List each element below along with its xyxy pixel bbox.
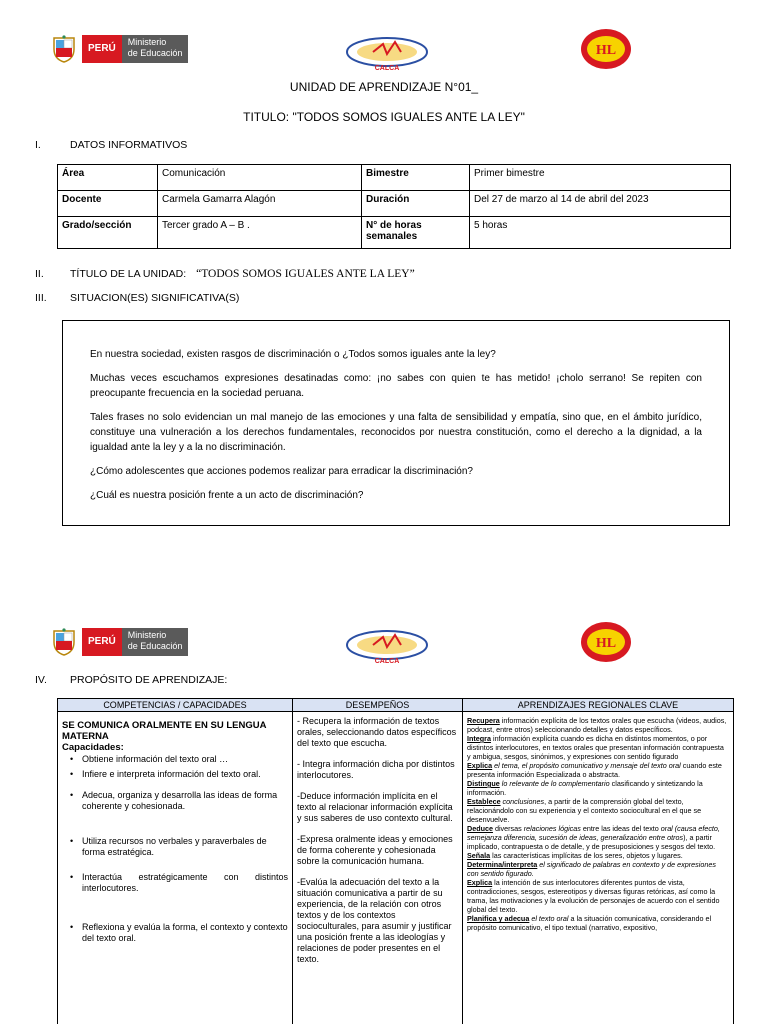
aprendizaje-italic: lo relevante de lo complementario bbox=[499, 779, 610, 788]
aprendizaje-italic: el texto oral bbox=[529, 914, 569, 923]
capacidad-text: Reflexiona y evalúa la forma, el contexto y contexto del texto oral. bbox=[82, 922, 288, 943]
aprendizaje-item bbox=[467, 779, 729, 797]
bimestre-label: Bimestre bbox=[362, 165, 470, 191]
section-number: III. bbox=[35, 292, 47, 304]
desempeno-text: -Expresa oralmente ideas y emociones de forma coherente y cohesionada sobre la comunicación humana. bbox=[297, 834, 453, 866]
aprendizaje-text: información explícita de los textos orales que escucha (videos, audios, podcast, entre otros) seleccionando detalles y datos específicos. bbox=[467, 716, 727, 734]
hl-school-logo bbox=[580, 619, 632, 665]
aprendizaje-text: las características implícitas de los seres, objetos y lugares. bbox=[490, 851, 683, 860]
peru-shield-icon bbox=[50, 628, 78, 656]
aprendizaje-text: cuando este presenta información Especializada o abstracta. bbox=[467, 761, 722, 779]
section-number: I. bbox=[35, 139, 41, 151]
ministerio-line2: de Educación bbox=[127, 48, 183, 58]
aprendizaje-text: clasificando y sintetizando la información. bbox=[467, 779, 703, 797]
peru-shield-icon bbox=[50, 35, 78, 63]
aprendizaje-keyword: Deduce bbox=[467, 824, 493, 833]
situacion-paragraph: En nuestra sociedad, existen rasgos de discriminación o ¿Todos somos iguales ante la ley? bbox=[90, 349, 496, 360]
bullet-icon: • bbox=[70, 836, 74, 846]
ministerio-line1: Ministerio bbox=[127, 37, 167, 47]
ministerio-line1: Ministerio bbox=[127, 630, 167, 640]
aprendizaje-item bbox=[467, 716, 729, 734]
section-ii bbox=[35, 268, 415, 280]
aprendizaje-keyword: Explica bbox=[467, 761, 493, 770]
list-item bbox=[62, 872, 288, 894]
aprendizaje-item bbox=[467, 797, 729, 824]
aprendizaje-item bbox=[467, 761, 729, 779]
aprendizaje-item bbox=[467, 824, 729, 851]
list-item bbox=[62, 790, 288, 812]
minedu-logo bbox=[50, 627, 188, 657]
proposito-table bbox=[57, 698, 734, 1024]
capacidad-text: Adecua, organiza y desarrolla las ideas de forma coherente y cohesionada. bbox=[82, 790, 278, 811]
aprendizaje-italic: el tema, el propósito comunicativo y mensaje del texto oral bbox=[492, 761, 681, 770]
ugel-text: CALCA bbox=[374, 658, 400, 665]
aprendizaje-item bbox=[467, 914, 729, 932]
capacidad-text: Utiliza recursos no verbales y paraverbales de forma estratégica. bbox=[82, 836, 267, 857]
desempeno-text: -Deduce información implícita en el texto al relacionar información explícita y sus saberes de uso contexto cultural. bbox=[297, 791, 453, 823]
grado-value: Tercer grado A – B . bbox=[158, 217, 362, 249]
list-item bbox=[62, 836, 288, 858]
aprendizaje-italic: conclusiones bbox=[500, 797, 545, 806]
section-number: IV. bbox=[35, 674, 47, 686]
list-item bbox=[62, 922, 288, 944]
situacion-paragraph: ¿Cuál es nuestra posición frente a un acto de discriminación? bbox=[90, 490, 364, 501]
hl-school-logo bbox=[580, 26, 632, 72]
area-label: Área bbox=[58, 165, 158, 191]
competencia-title: SE COMUNICA ORALMENTE EN SU LENGUA MATERNA bbox=[62, 720, 267, 742]
section-label: PROPÓSITO DE APRENDIZAJE: bbox=[70, 674, 228, 686]
aprendizaje-keyword: Establece bbox=[467, 797, 501, 806]
aprendizaje-item bbox=[467, 851, 729, 860]
aprendizaje-text: diversas bbox=[492, 824, 524, 833]
desempeno-text: - Recupera la información de textos orales, seleccionando datos específicos del texto que escucha. bbox=[297, 716, 457, 748]
aprendizaje-text: la intención de sus interlocutores diferentes puntos de vista, contradicciones, sesgos, estereotipos y diversas figuras retóricas, así como la trama, las motivaciones y la evolución de personajes de acuerdo con el sentido global del texto. bbox=[467, 878, 720, 914]
ugel-calca-logo bbox=[343, 34, 431, 74]
section-label: DATOS INFORMATIVOS bbox=[70, 139, 188, 151]
situacion-paragraph: ¿Cómo adolescentes que acciones podemos realizar para erradicar la discriminación? bbox=[90, 466, 473, 477]
unidad-subtitle: TITULO: "TODOS SOMOS IGUALES ANTE LA LEY" bbox=[243, 110, 525, 124]
section-label: TÍTULO DE LA UNIDAD: bbox=[70, 268, 187, 280]
situacion-significativa-box bbox=[62, 320, 730, 526]
ugel-calca-logo bbox=[343, 627, 431, 667]
ministerio-line2: de Educación bbox=[127, 641, 183, 651]
desempenos-cell bbox=[293, 712, 463, 1024]
docente-label: Docente bbox=[58, 191, 158, 217]
aprendizaje-text: información explícita cuando es dicha en distintos momentos, o por distintos interlocutores, en textos orales que presentan información contrapuesta y ambigua, sesgos, sinónimos, y expresiones con sentido figurado bbox=[467, 734, 724, 761]
peru-label: PERÚ bbox=[82, 35, 122, 63]
unidad-title: UNIDAD DE APRENDIZAJE N°01_ bbox=[289, 80, 479, 94]
aprendizaje-italic: relaciones lógicas bbox=[523, 824, 581, 833]
bullet-icon: • bbox=[70, 754, 74, 764]
capacidad-text: Infiere e interpreta información del texto oral. bbox=[82, 769, 261, 779]
docente-value: Carmela Gamarra Alagón bbox=[158, 191, 362, 217]
aprendizaje-keyword: Señala bbox=[467, 851, 491, 860]
aprendizaje-item bbox=[467, 860, 729, 878]
aprendizaje-keyword: Recupera bbox=[467, 716, 500, 725]
ministerio-label bbox=[122, 628, 189, 656]
section-i bbox=[35, 139, 187, 151]
column-header: APRENDIZAJES REGIONALES CLAVE bbox=[463, 699, 734, 712]
bullet-icon: • bbox=[70, 922, 74, 932]
aprendizaje-item bbox=[467, 734, 729, 761]
bullet-icon: • bbox=[70, 790, 74, 800]
section-number: II. bbox=[35, 268, 44, 280]
area-value: Comunicación bbox=[158, 165, 362, 191]
column-header: COMPETENCIAS / CAPACIDADES bbox=[58, 699, 293, 712]
section-label: SITUACION(ES) SIGNIFICATIVA(S) bbox=[70, 292, 240, 304]
list-item bbox=[62, 754, 288, 765]
aprendizaje-keyword: Explica bbox=[467, 878, 493, 887]
aprendizaje-text: a la situación comunicativa, considerando el propósito comunicativo, el tipo textual (narrativo, expositivo, bbox=[467, 914, 712, 932]
aprendizajes-cell bbox=[463, 712, 734, 1024]
aprendizaje-italic: el significado de palabras en contexto y de expresiones con sentido figurado. bbox=[467, 860, 716, 878]
aprendizaje-keyword: Planifica y adecua bbox=[467, 914, 530, 923]
ugel-text: CALCA bbox=[374, 65, 400, 72]
unidad-title-value: “TODOS SOMOS IGUALES ANTE LA LEY” bbox=[196, 268, 415, 280]
column-header: DESEMPEÑOS bbox=[293, 699, 463, 712]
bullet-icon: • bbox=[70, 769, 74, 779]
section-iii bbox=[35, 292, 239, 304]
section-iv bbox=[35, 674, 227, 686]
horas-value: 5 horas bbox=[470, 217, 731, 249]
horas-label: N° de horas semanales bbox=[362, 217, 470, 249]
aprendizaje-keyword: Distingue bbox=[467, 779, 500, 788]
hl-text: HL bbox=[595, 43, 617, 58]
desempeno-text: - Integra información dicha por distintos interlocutores. bbox=[297, 759, 455, 780]
duracion-value: Del 27 de marzo al 14 de abril del 2023 bbox=[470, 191, 731, 217]
aprendizaje-keyword: Determina/interpreta bbox=[467, 860, 538, 869]
situacion-paragraph: Tales frases no solo evidencian un mal manejo de las emociones y una falta de sensibilidad y empatía, sino que, en el ámbito jurídico, constituye una vulneración a los derechos fundamentales, reconocidos por nuestra constitución, como el derecho a la dignidad, a la igualdad ante la ley y a la no discriminación. bbox=[90, 412, 702, 453]
capacidad-text: Interactúa estratégicamente con distintos interlocutores. bbox=[82, 872, 288, 893]
datos-informativos-table bbox=[57, 164, 731, 249]
list-item bbox=[62, 769, 288, 780]
aprendizaje-text: , a partir de la comprensión global del texto, relacionándolo con su experiencia y el contexto sociocultural en el que se desenvuelve. bbox=[467, 797, 702, 824]
aprendizaje-keyword: Integra bbox=[467, 734, 491, 743]
competencias-cell bbox=[58, 712, 293, 1024]
desempeno-text: -Evalúa la adecuación del texto a la situación comunicativa a partir de su experiencia, de la relación con otros textos y de los contextos socioculturales, para asumir y justificar una posición frente a las ideologías y relaciones de poder presentes en el texto. bbox=[297, 877, 452, 964]
peru-label: PERÚ bbox=[82, 628, 122, 656]
bimestre-value: Primer bimestre bbox=[470, 165, 731, 191]
capacidad-text: Obtiene información del texto oral … bbox=[82, 754, 229, 764]
minedu-logo bbox=[50, 34, 188, 64]
capacidades-label: Capacidades: bbox=[62, 742, 124, 753]
grado-label: Grado/sección bbox=[58, 217, 158, 249]
hl-text: HL bbox=[595, 636, 617, 651]
aprendizaje-text: entre las ideas del texto bbox=[580, 824, 661, 833]
duracion-label: Duración bbox=[362, 191, 470, 217]
aprendizaje-item bbox=[467, 878, 729, 914]
aprendizaje-italic: oral (causa efecto, semejanza diferencia, sucesión de ideas, generalización entre otros bbox=[467, 824, 720, 842]
bullet-icon: • bbox=[70, 872, 74, 882]
capacidades-list bbox=[62, 754, 288, 944]
ministerio-label bbox=[122, 35, 189, 63]
situacion-paragraph: Muchas veces escuchamos expresiones desatinadas como: ¡no sabes con quien te has metido! ¡cholo serrano! Se repiten con preocupante frecuencia en la sociedad peruana. bbox=[90, 373, 702, 399]
aprendizaje-text: ), a partir implicado, contrapuesta o de detalle, y de presuposiciones y sesgos del texto. bbox=[467, 833, 716, 851]
